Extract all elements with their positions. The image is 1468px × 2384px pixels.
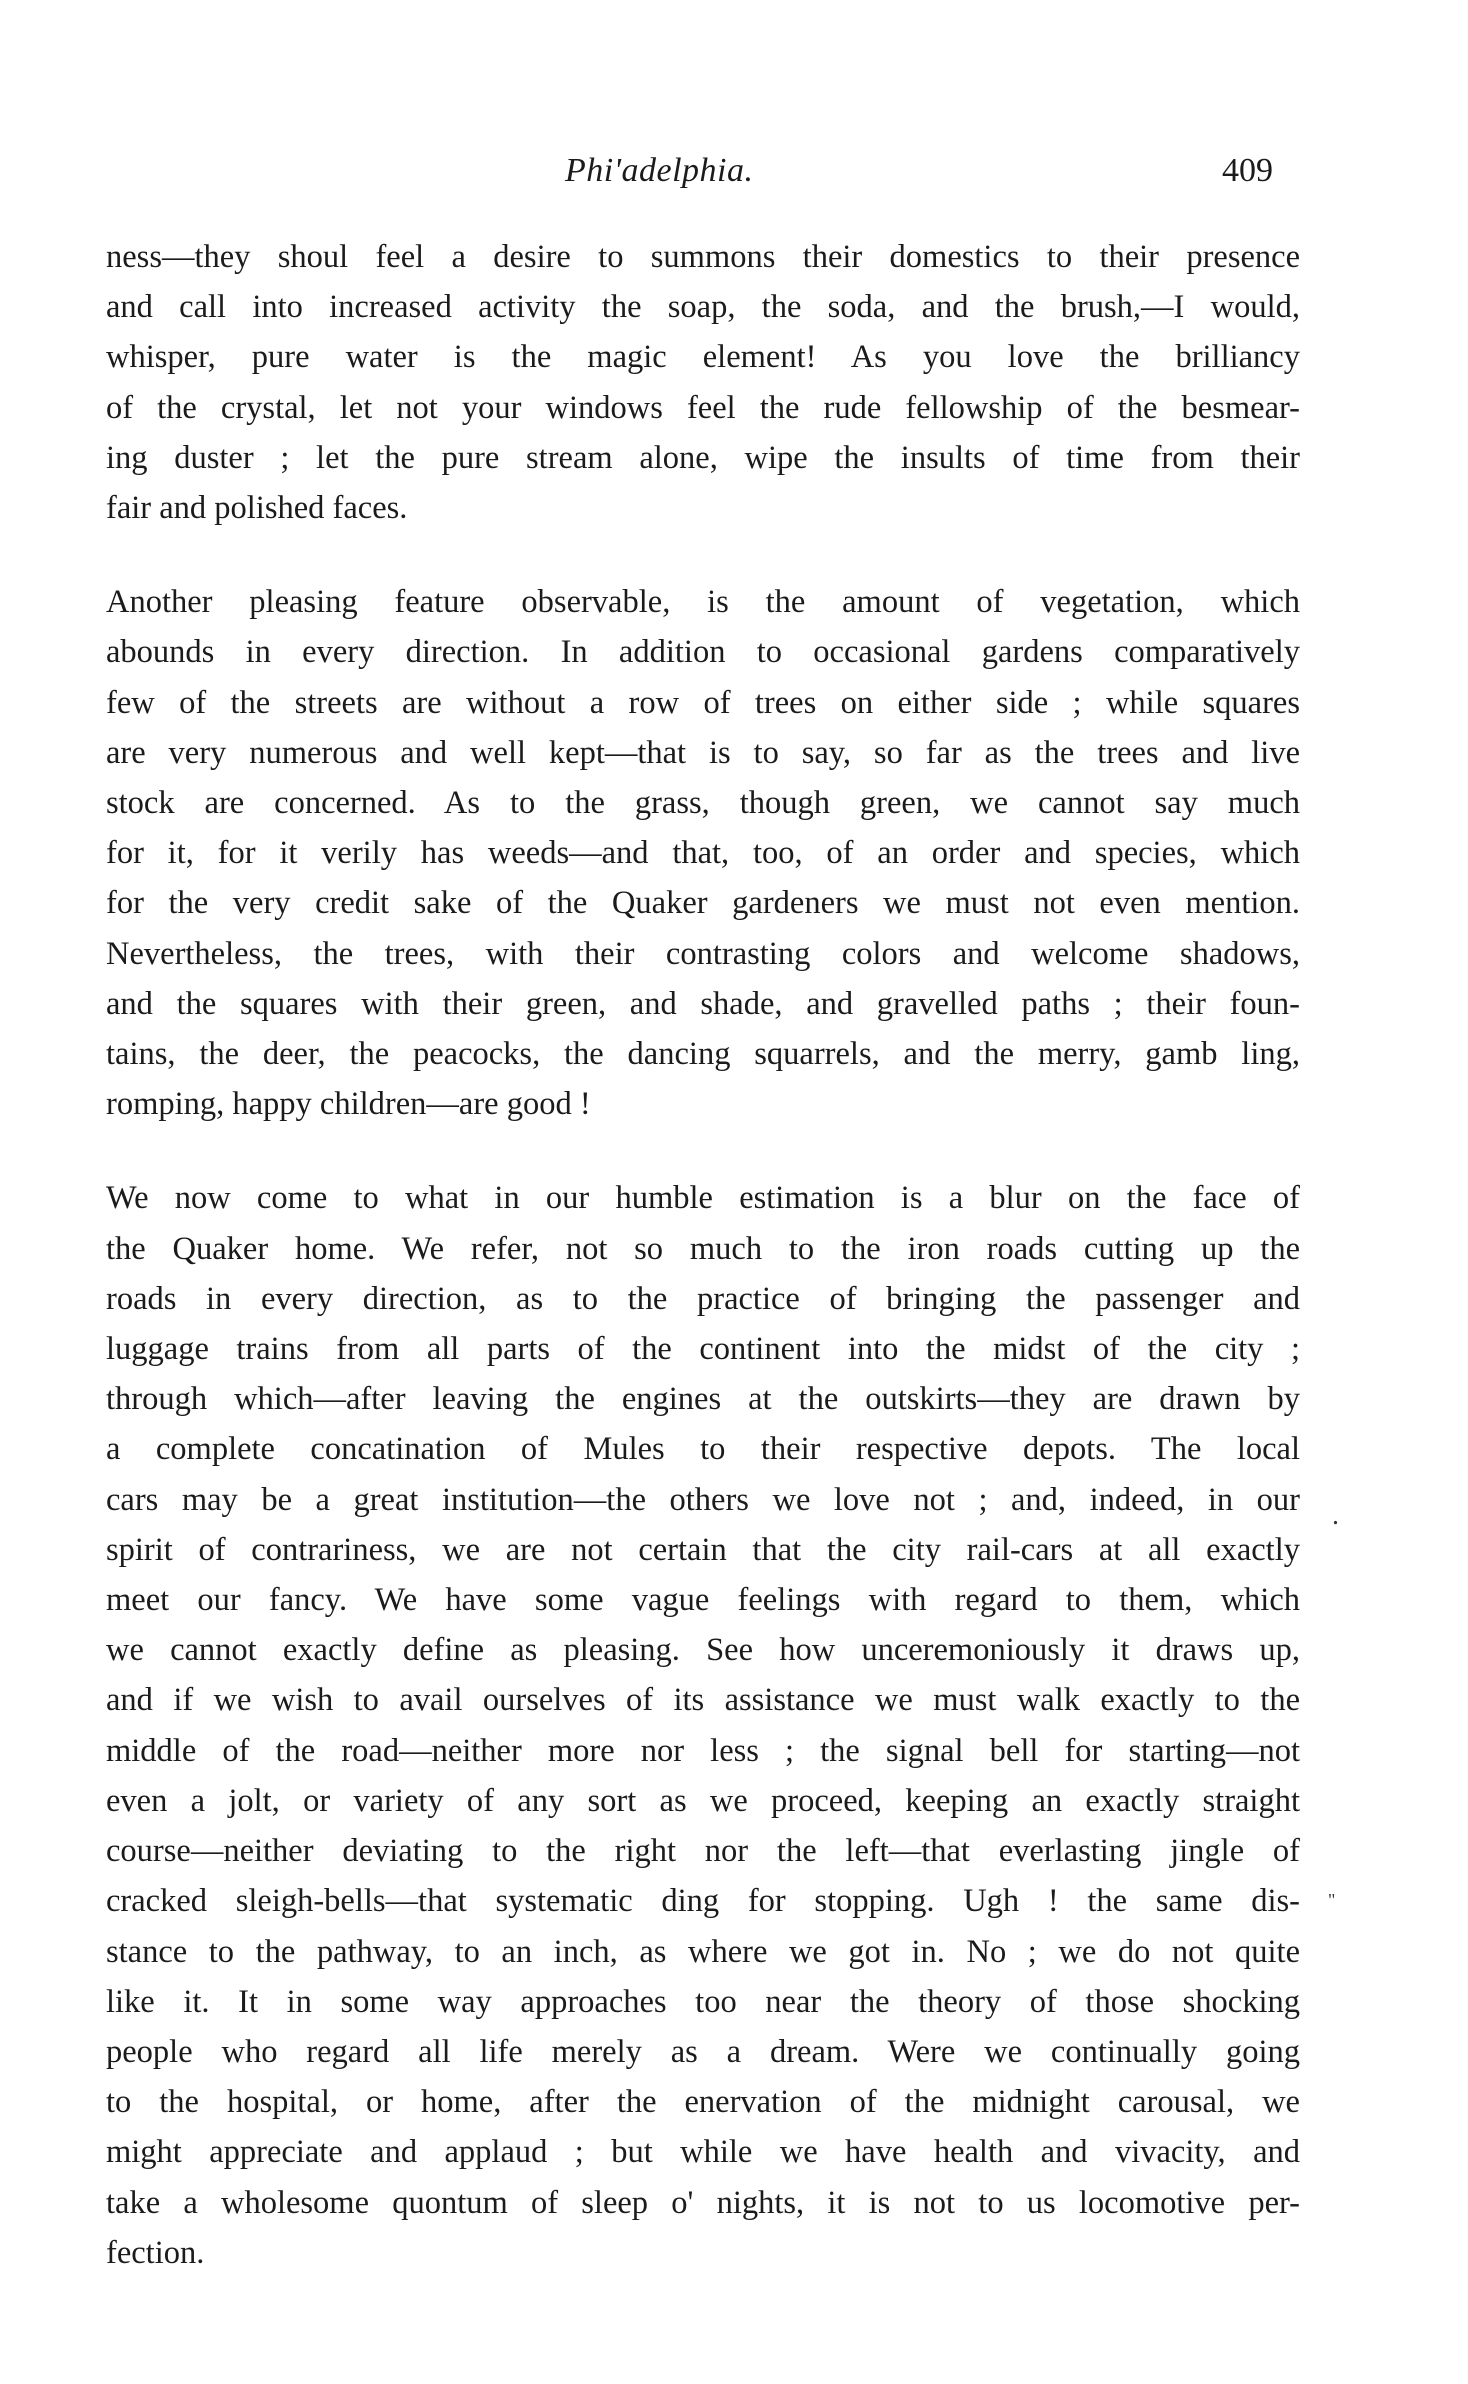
text-line: the Quaker home. We refer, not so much to the iron roads cutting up the (106, 1230, 1300, 1267)
text-line: ness—they shoul feel a desire to summons their domestics to their presence (106, 239, 1300, 275)
text-line: cars may be a great institution—the others we love not ; and, indeed, in our (106, 1481, 1300, 1518)
text-line: even a jolt, or variety of any sort as we proceed, keeping an exactly straight (106, 1782, 1300, 1819)
text-line: through which—after leaving the engines at the outskirts—they are drawn by (106, 1381, 1300, 1418)
text-line: abounds in every direction. In addition to occasional gardens comparatively (106, 634, 1300, 671)
text-line: stock are concerned. As to the grass, though green, we cannot say much (106, 785, 1300, 822)
text-line: meet our fancy. We have some vague feelings with regard to them, which (106, 1582, 1300, 1619)
paragraph-2 (106, 577, 1300, 1129)
text-line: might appreciate and applaud ; but while we have health and vivacity, and (106, 2134, 1300, 2171)
margin-mark: " (1328, 1890, 1336, 1910)
text-line: for it, for it verily has weeds—and that, too, of an order and species, which (106, 835, 1300, 872)
text-line: few of the streets are without a row of trees on either side ; while squares (106, 684, 1300, 721)
text-line: for the very credit sake of the Quaker gardeners we must not even mention. (106, 885, 1300, 922)
text-line: ing duster ; let the pure stream alone, wipe the insults of time from their (106, 439, 1300, 476)
text-line: of the crystal, let not your windows feel the rude fellowship of the besmear- (106, 389, 1300, 426)
paragraph-3 (106, 1173, 1300, 2277)
text-line: take a wholesome quontum of sleep o' nights, it is not to us locomotive per- (106, 2184, 1300, 2221)
paragraph-1 (106, 232, 1300, 533)
page-number: 409 (1222, 152, 1273, 189)
text-line: a complete concatination of Mules to their respective depots. The local (106, 1431, 1300, 1468)
text-line: like it. It in some way approaches too near the theory of those shocking (106, 1983, 1300, 2020)
text-line: Nevertheless, the trees, with their contrasting colors and welcome shadows, (106, 935, 1300, 972)
text-line: We now come to what in our humble estimation is a blur on the face of (106, 1180, 1300, 1217)
text-line: cracked sleigh-bells—that systematic ding for stopping. Ugh ! the same dis- (106, 1883, 1300, 1920)
text-line: fair and polished faces. (106, 490, 408, 527)
text-line: Another pleasing feature observable, is the amount of vegetation, which (106, 584, 1300, 621)
text-line: luggage trains from all parts of the continent into the midst of the city ; (106, 1331, 1300, 1368)
text-line: spirit of contrariness, we are not certain that the city rail-cars at all exactly (106, 1531, 1300, 1568)
text-line: are very numerous and well kept—that is to say, so far as the trees and live (106, 734, 1300, 771)
text-line: tains, the deer, the peacocks, the dancing squarrels, and the merry, gamb ling, (106, 1036, 1300, 1073)
text-line: middle of the road—neither more nor less ; the signal bell for starting—not (106, 1732, 1300, 1769)
running-title: Phi'adelphia. (565, 152, 754, 189)
text-line: roads in every direction, as to the practice of bringing the passenger and (106, 1280, 1300, 1317)
text-line: to the hospital, or home, after the enervation of the midnight carousal, we (106, 2084, 1300, 2121)
text-line: stance to the pathway, to an inch, as where we got in. No ; we do not quite (106, 1933, 1300, 1970)
body-text (106, 232, 1300, 2278)
text-line: and the squares with their green, and shade, and gravelled paths ; their foun- (106, 985, 1300, 1022)
margin-mark: . (1332, 1500, 1339, 1531)
text-line: course—neither deviating to the right nor the left—that everlasting jingle of (106, 1833, 1300, 1870)
text-line: fection. (106, 2234, 205, 2271)
running-head (0, 152, 1468, 202)
text-line: whisper, pure water is the magic element! As you love the brilliancy (106, 339, 1300, 376)
text-line: romping, happy children—are good ! (106, 1086, 591, 1123)
text-line: and if we wish to avail ourselves of its assistance we must walk exactly to the (106, 1682, 1300, 1719)
text-line: and call into increased activity the soap, the soda, and the brush,—I would, (106, 289, 1300, 326)
text-line: we cannot exactly define as pleasing. See how unceremoniously it draws up, (106, 1632, 1300, 1669)
text-line: people who regard all life merely as a dream. Were we continually going (106, 2033, 1300, 2070)
